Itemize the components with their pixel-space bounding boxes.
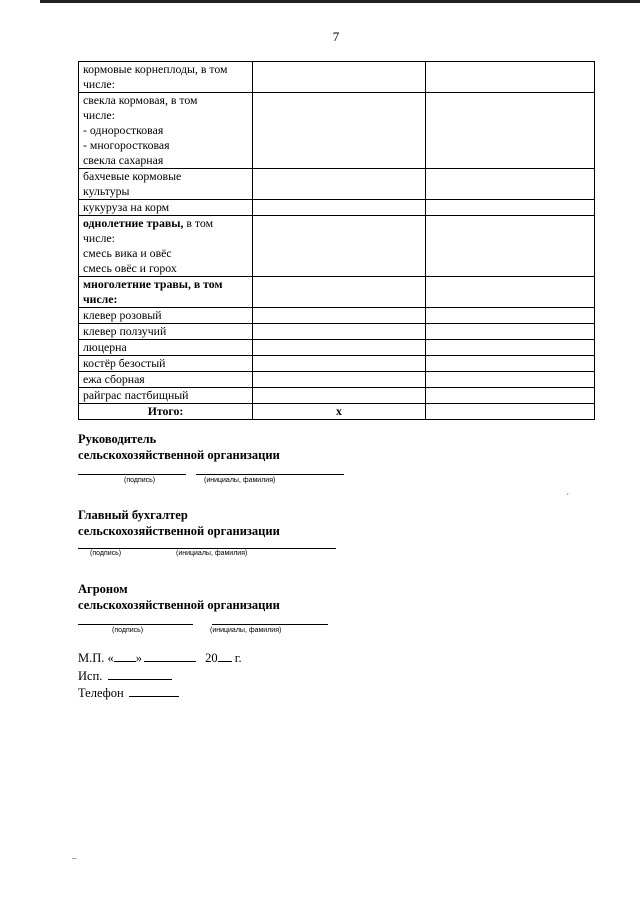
year-prefix: 20 xyxy=(205,651,218,665)
mp-prefix: М.П. « xyxy=(78,651,114,665)
value-cell-col3[interactable] xyxy=(426,372,595,388)
agronomist-name-caption: (инициалы, фамилия) xyxy=(210,627,282,634)
executor-line xyxy=(78,668,172,685)
value-cell-col3[interactable] xyxy=(426,340,595,356)
value-cell-col3[interactable] xyxy=(426,200,595,216)
crop-name-line: костёр безостый xyxy=(83,356,166,370)
value-cell-col2[interactable] xyxy=(253,93,426,169)
table-row xyxy=(79,308,595,324)
crop-name-line: клевер ползучий xyxy=(83,324,167,338)
crop-name-line: бахчевые кормовые xyxy=(83,169,182,183)
value-cell-col3[interactable] xyxy=(426,324,595,340)
crop-name-cell xyxy=(79,200,253,216)
accountant-signature-line[interactable] xyxy=(78,548,172,549)
value-cell-col2[interactable] xyxy=(253,200,426,216)
crop-name-line: кукуруза на корм xyxy=(83,200,170,214)
crop-name-cell xyxy=(79,308,253,324)
crop-name-line: кормовые корнеплоды, в том xyxy=(83,62,228,76)
crop-name-line: смесь вика и овёс xyxy=(83,246,172,260)
crop-name-line: райграс пастбищный xyxy=(83,388,189,402)
agronomist-title-line1: Агроном xyxy=(78,582,128,596)
value-cell-col3[interactable] xyxy=(426,277,595,308)
accountant-title xyxy=(78,507,280,539)
accountant-name-line[interactable] xyxy=(172,548,336,549)
phone-line xyxy=(78,685,179,702)
crop-name-line: люцерна xyxy=(83,340,127,354)
crop-name-cell xyxy=(79,169,253,200)
value-cell-col2[interactable] xyxy=(253,308,426,324)
crop-name-cell xyxy=(79,340,253,356)
head-name-line[interactable] xyxy=(196,474,344,475)
accountant-name-caption: (инициалы, фамилия) xyxy=(176,550,248,557)
total-col2-mark: x xyxy=(253,404,426,420)
crop-name-line: свекла сахарная xyxy=(83,153,164,167)
accountant-title-line2: сельскохозяйственной организации xyxy=(78,524,280,538)
crop-name-line: - многоростковая xyxy=(83,138,170,152)
crop-name-cell xyxy=(79,372,253,388)
page-number: 7 xyxy=(332,29,340,44)
crop-name-cell xyxy=(79,62,253,93)
crop-name-line: клевер розовый xyxy=(83,308,162,322)
table-row xyxy=(79,340,595,356)
head-name-caption: (инициалы, фамилия) xyxy=(204,477,276,484)
month-blank[interactable] xyxy=(144,661,196,662)
crop-name-line: ежа сборная xyxy=(83,372,145,386)
agronomist-signature-line[interactable] xyxy=(78,624,193,625)
executor-blank[interactable] xyxy=(108,679,172,680)
value-cell-col2[interactable] xyxy=(253,216,426,277)
day-blank[interactable] xyxy=(114,661,136,662)
agronomist-sign-caption: (подпись) xyxy=(112,627,144,634)
crop-name-line: числе: xyxy=(83,77,115,91)
scan-dash: – xyxy=(72,853,77,863)
total-label: Итого: xyxy=(79,404,253,420)
value-cell-col3[interactable] xyxy=(426,356,595,372)
crop-name-cell xyxy=(79,277,253,308)
stamp-date-line xyxy=(78,650,242,667)
crop-name-line: культуры xyxy=(83,184,130,198)
table-row xyxy=(79,200,595,216)
table-row xyxy=(79,277,595,308)
total-row xyxy=(79,404,595,420)
value-cell-col2[interactable] xyxy=(253,388,426,404)
crop-name-line: числе: xyxy=(83,108,115,122)
scan-top-edge xyxy=(40,0,640,3)
head-title-line1: Руководитель xyxy=(78,432,157,446)
scan-speck: ´ xyxy=(566,492,569,502)
value-cell-col3[interactable] xyxy=(426,308,595,324)
phone-label: Телефон xyxy=(78,686,124,700)
agronomist-name-line[interactable] xyxy=(212,624,328,625)
total-col3-cell[interactable] xyxy=(426,404,595,420)
crop-name-line: свекла кормовая, в том xyxy=(83,93,198,107)
table-row xyxy=(79,324,595,340)
value-cell-col3[interactable] xyxy=(426,169,595,200)
table-row xyxy=(79,388,595,404)
crop-name-line: однолетние травы, в том xyxy=(83,216,214,230)
table-row xyxy=(79,169,595,200)
table-row xyxy=(79,93,595,169)
accountant-sign-caption: (подпись) xyxy=(90,550,122,557)
value-cell-col2[interactable] xyxy=(253,340,426,356)
crop-name-cell xyxy=(79,216,253,277)
crop-name-line: числе: xyxy=(83,231,115,245)
crop-name-line: смесь овёс и горох xyxy=(83,261,177,275)
executor-label: Исп. xyxy=(78,669,103,683)
accountant-title-line1: Главный бухгалтер xyxy=(78,508,188,522)
crop-name-line: числе: xyxy=(83,292,118,306)
value-cell-col2[interactable] xyxy=(253,169,426,200)
table-row xyxy=(79,216,595,277)
agronomist-title xyxy=(78,581,280,613)
crop-name-cell xyxy=(79,388,253,404)
crop-name-cell xyxy=(79,93,253,169)
year-suffix: г. xyxy=(234,651,242,665)
crop-name-cell xyxy=(79,356,253,372)
value-cell-col2[interactable] xyxy=(253,372,426,388)
value-cell-col3[interactable] xyxy=(426,93,595,169)
head-title-line2: сельскохозяйственной организации xyxy=(78,448,280,462)
head-sign-caption: (подпись) xyxy=(124,477,156,484)
value-cell-col2[interactable] xyxy=(253,356,426,372)
value-cell-col3[interactable] xyxy=(426,216,595,277)
phone-blank[interactable] xyxy=(129,696,179,697)
table-row xyxy=(79,372,595,388)
value-cell-col2[interactable] xyxy=(253,324,426,340)
value-cell-col3[interactable] xyxy=(426,388,595,404)
value-cell-col2[interactable] xyxy=(253,62,426,93)
head-title xyxy=(78,431,280,463)
year-blank[interactable] xyxy=(218,661,232,662)
crop-name-line: - одноростковая xyxy=(83,123,164,137)
table-row xyxy=(79,62,595,93)
value-cell-col2[interactable] xyxy=(253,277,426,308)
head-signature-line[interactable] xyxy=(78,474,186,475)
value-cell-col3[interactable] xyxy=(426,62,595,93)
crop-name-line: многолетние травы, в том xyxy=(83,277,223,291)
forage-crops-table xyxy=(78,61,595,420)
crop-name-cell xyxy=(79,324,253,340)
mp-mid: » xyxy=(135,651,143,665)
table-row xyxy=(79,356,595,372)
agronomist-title-line2: сельскохозяйственной организации xyxy=(78,598,280,612)
